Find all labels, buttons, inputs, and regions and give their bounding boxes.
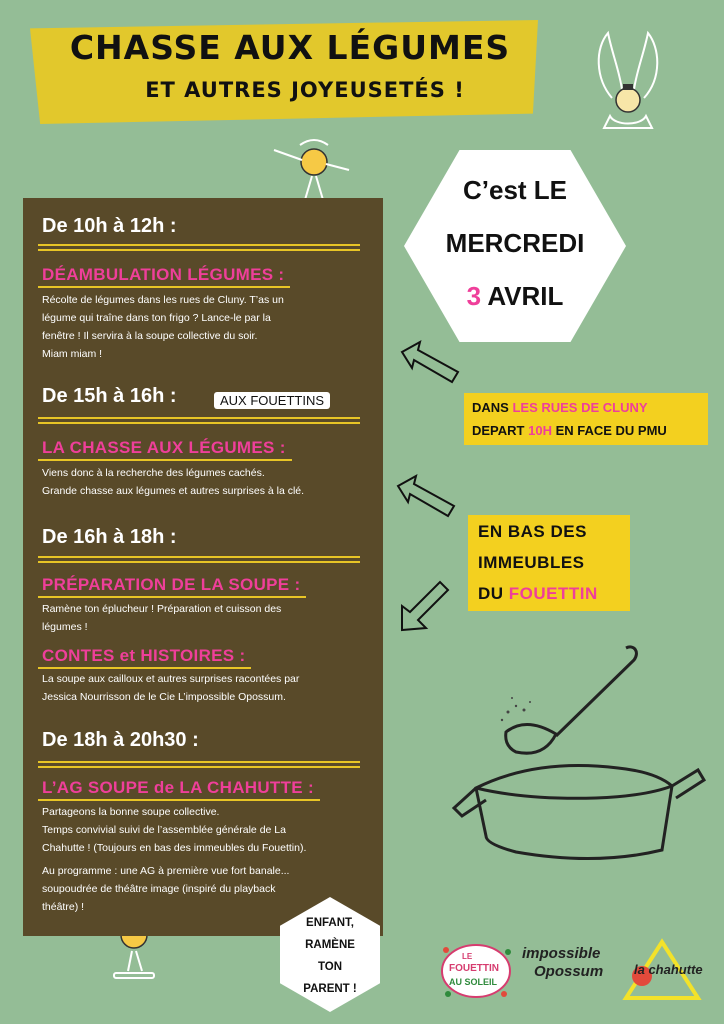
- kid-line: PARENT !: [303, 983, 357, 995]
- desc-line: La soupe aux cailloux et autres surprises racontées par: [42, 673, 300, 685]
- date-line-1: C’est LE: [462, 175, 568, 205]
- desc-line: fenêtre ! Il servira à la soupe collective du soir.: [42, 330, 258, 342]
- slot2-description: [42, 464, 372, 500]
- place-tag: AUX FOUETTINS: [214, 392, 330, 409]
- slot2-activity: LA CHASSE AUX LÉGUMES :: [42, 438, 286, 457]
- desc-line: théâtre) !: [42, 901, 85, 913]
- divider: [38, 556, 360, 563]
- desc-line: Au programme : une AG à première vue fort banale...: [42, 865, 290, 877]
- fouettin-logo-line: LE: [462, 952, 473, 961]
- desc-line: Récolte de légumes dans les rues de Cluny. T’as un: [42, 294, 284, 306]
- info-highlight: FOUETTIN: [508, 584, 598, 603]
- info2-line-3: [478, 584, 598, 604]
- slot3-activity-2: CONTES et HISTOIRES :: [42, 646, 246, 665]
- fouettin-logo-line: FOUETTIN: [449, 963, 499, 974]
- kid-line: TON: [317, 961, 343, 973]
- info-line-2: [472, 423, 667, 438]
- divider: [38, 761, 360, 768]
- desc-line: légume qui traîne dans ton frigo ? Lance-le par la: [42, 312, 271, 324]
- slot1-description: [42, 291, 372, 363]
- desc-line: Miam miam !: [42, 348, 103, 360]
- slot3-description-2: [42, 670, 372, 706]
- desc-line: légumes !: [42, 621, 88, 633]
- info-text: DEPART: [472, 423, 529, 438]
- desc-line: Temps convivial suivi de l’assemblée générale de La: [42, 824, 286, 836]
- divider: [38, 244, 360, 251]
- info-text: EN FACE DU PMU: [551, 423, 667, 438]
- arrow-left-icon: [398, 338, 464, 392]
- info2-line-2: IMMEUBLES: [478, 553, 585, 572]
- slot1-activity: DÉAMBULATION LÉGUMES :: [42, 265, 285, 284]
- desc-line: Partageons la bonne soupe collective.: [42, 806, 220, 818]
- slot2-time: De 15h à 16h :: [42, 385, 177, 407]
- date-day: 3: [466, 281, 482, 311]
- chahutte-logo-text: la chahutte: [634, 962, 703, 977]
- date-line-3: [404, 281, 626, 312]
- slot4-activity: L’AG SOUPE de LA CHAHUTTE :: [42, 778, 314, 797]
- desc-line: Viens donc à la recherche des légumes cachés.: [42, 467, 265, 479]
- slot4-description: [42, 803, 372, 857]
- kid-line: RAMÈNE: [305, 939, 355, 951]
- arrow-left-icon: [394, 472, 460, 526]
- kid-line: ENFANT,: [306, 917, 354, 929]
- slot4-time: De 18h à 20h30 :: [42, 729, 199, 751]
- lightbulb-doodle-icon: [590, 28, 666, 138]
- opossum-logo-line: impossible: [522, 945, 601, 962]
- info2-line-1: EN BAS DES: [478, 522, 587, 541]
- slot3-activity: PRÉPARATION DE LA SOUPE :: [42, 575, 301, 594]
- slot3-time: De 16h à 18h :: [42, 526, 177, 548]
- soup-pot-illustration: [446, 640, 708, 870]
- desc-line: Ramène ton éplucheur ! Préparation et cuisson des: [42, 603, 282, 615]
- slot3-description: [42, 600, 372, 636]
- arrow-down-left-icon: [396, 576, 456, 636]
- desc-line: Jessica Nourrisson de le Cie L’impossible Opossum.: [42, 691, 286, 703]
- opossum-logo-line: Opossum: [534, 963, 604, 980]
- info-text: DU: [478, 584, 509, 603]
- poster-title: CHASSE AUX LÉGUMES: [69, 28, 511, 67]
- desc-line: soupoudrée de théâtre image (inspiré du playback: [42, 883, 276, 895]
- date-month: AVRIL: [487, 281, 564, 311]
- date-line-2: MERCREDI: [445, 228, 585, 258]
- divider: [38, 417, 360, 424]
- info-text: DANS: [472, 400, 513, 415]
- info-highlight: LES RUES DE CLUNY: [512, 400, 648, 415]
- info-highlight: 10H: [528, 423, 552, 438]
- slot1-time: De 10h à 12h :: [42, 215, 177, 237]
- poster-subtitle: ET AUTRES JOYEUSETÉS !: [145, 78, 465, 102]
- fouettin-logo-line: AU SOLEIL: [449, 977, 498, 987]
- info-line-1: [472, 400, 648, 415]
- desc-line: Grande chasse aux légumes et autres surprises à la clé.: [42, 485, 305, 497]
- desc-line: Chahutte ! (Toujours en bas des immeubles du Fouettin).: [42, 842, 307, 854]
